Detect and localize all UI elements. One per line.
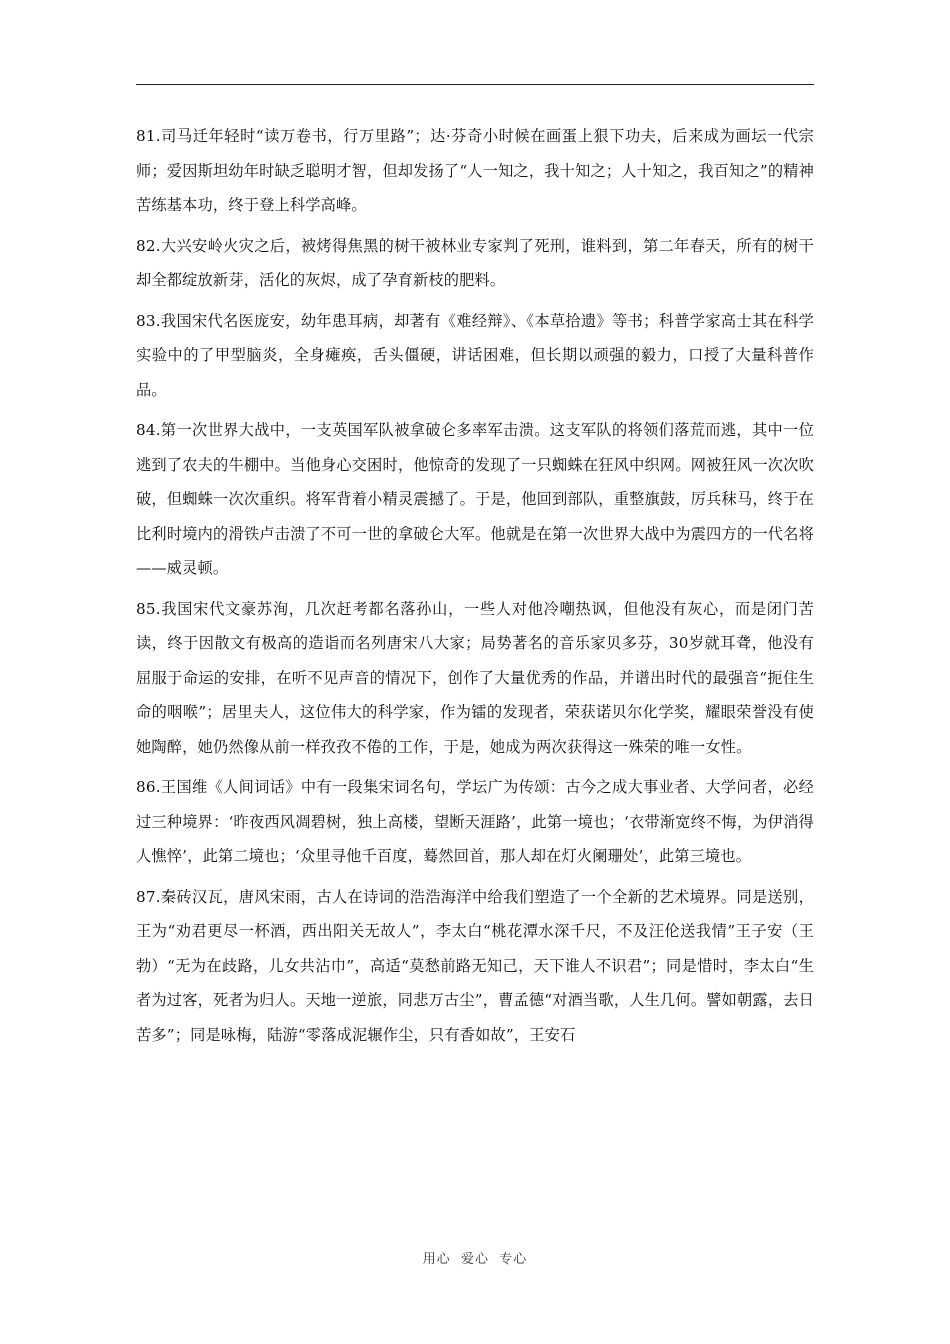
paragraph-87: 87.秦砖汉瓦，唐风宋雨，古人在诗词的浩浩海洋中给我们塑造了一个全新的艺术境界。同是送别，王为“劝君更尽一杯酒，西出阳关无故人”，李太白“桃花潭水深千尺，不及汪伦送我情”王子安（王勃）“无为在歧路，儿女共沾巾”，高适“莫愁前路无知己，天下谁人不识君”；同是惜时，李太白“生者为过客，死者为归人。天地一逆旅，同悲万古尘”，曹孟德“对酒当歌，人生几何。譬如朝露，去日苦多”；同是咏梅，陆游“零落成泥辗作尘，只有香如故”，王安石	[136, 887, 814, 1044]
paragraph-82: 82.大兴安岭火灾之后，被烤得焦黑的树干被林业专家判了死刑，谁料到，第二年春天，所有的树干却全都绽放新芽，活化的灰烬，成了孕育新枝的肥料。	[136, 236, 814, 289]
document-body	[136, 119, 814, 1058]
paragraph-81: 81.司马迁年轻时“读万卷书，行万里路”；达·芬奇小时候在画蛋上狠下功夫，后来成为画坛一代宗师；爱因斯坦幼年时缺乏聪明才智，但却发扬了“人一知之，我十知之；人十知之，我百知之”的精神苦练基本功，终于登上科学高峰。	[136, 127, 814, 214]
header-rule	[136, 84, 814, 85]
paragraph-84: 84.第一次世界大战中，一支英国军队被拿破仑多率军击溃。这支军队的将领们落荒而逃，其中一位逃到了农夫的牛棚中。当他身心交困时，他惊奇的发现了一只蜘蛛在狂风中织网。网被狂风一次次吹破，但蜘蛛一次次重织。将军背着小精灵震撼了。于是，他回到部队，重整旗鼓，厉兵秣马，终于在比利时境内的滑铁卢击溃了不可一世的拿破仑大军。他就是在第一次世界大战中为震四方的一代名将——威灵顿。	[136, 421, 814, 577]
paragraph-86: 86.王国维《人间词话》中有一段集宋词名句，学坛广为传颂：古今之成大事业者、大学问者，必经过三种境界：‘昨夜西风凋碧树，独上高楼，望断天涯路’，此第一境也；‘衣带渐宽终不悔，为伊消得人憔悴’，此第二境也；‘众里寻他千百度，蓦然回首，那人却在灯火阑珊处’，此第三境也。	[136, 778, 814, 865]
page-footer: 用心 爱心 专心	[422, 1252, 528, 1267]
paragraph-85: 85.我国宋代文豪苏洵，几次赶考都名落孙山，一些人对他冷嘲热讽，但他没有灰心，而是闭门苦读，终于因散文有极高的造诣而名列唐宋八大家；局势著名的音乐家贝多芬，30岁就耳聋，他没有屈服于命运的安排，在听不见声音的情况下，创作了大量优秀的作品，并谱出时代的最强音“扼住生命的咽喉”；居里夫人，这位伟大的科学家，作为镭的发现者，荣获诺贝尔化学奖，耀眼荣誉没有使她陶醉，她仍然像从前一样孜孜不倦的工作，于是，她成为两次获得这一殊荣的唯一女性。	[136, 599, 814, 756]
paragraph-83: 83.我国宋代名医庞安，幼年患耳病，却著有《难经辩》、《本草拾遗》等书；科普学家高士其在科学实验中的了甲型脑炎，全身瘫痪，舌头僵硬，讲话困难，但长期以顽强的毅力，口授了大量科普作品。	[136, 311, 814, 399]
